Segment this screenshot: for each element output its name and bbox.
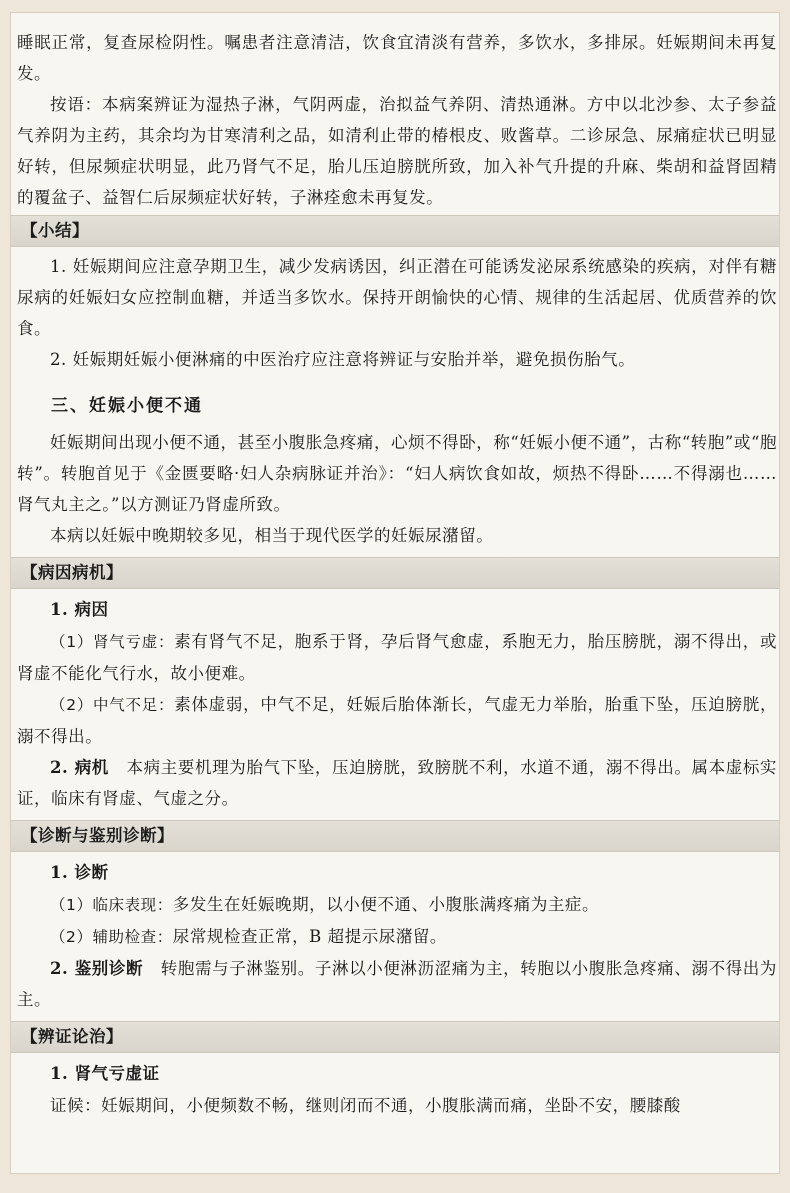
- cause-2-text: 素体虚弱，中气不足，妊娠后胎体渐长，气虚无力举胎，胎重下坠，压迫膀胱，溺不得出。: [17, 695, 778, 746]
- summary-item-2: 2. 妊娠期妊娠小便淋痛的中医治疗应注意将辨证与安胎并举，避免损伤胎气。: [50, 350, 636, 369]
- summary-item-1: 1. 妊娠期间应注意孕期卫生，减少发病诱因，纠正潜在可能诱发泌尿系统感染的疾病，对伴有糖尿病的妊娠妇女应控制血糖，并适当多饮水。保持开朗愉快的心情、规律的生活起居、优质营养的饮食。: [17, 257, 777, 338]
- cause-item-1: [17, 626, 777, 689]
- cause-title: 1. 病因: [50, 600, 109, 619]
- diagnosis-1-text: 多发生在妊娠晚期，以小便不通、小腹胀满疼痛为主症。: [172, 895, 600, 914]
- diagnosis-item-2: [17, 921, 777, 953]
- section-intro-2: 本病以妊娠中晚期较多见，相当于现代医学的妊娠尿潴留。: [50, 526, 494, 545]
- treatment-1-text: 证候：妊娠期间，小便频数不畅，继则闭而不通，小腹胀满而痛，坐卧不安，腰膝酸: [50, 1096, 681, 1115]
- treatment-heading: 【辨证论治】: [11, 1021, 780, 1053]
- cause-2-label: （2）中气不足：: [50, 696, 175, 714]
- cause-1-text: 素有肾气不足，胞系于肾，孕后肾气愈虚，系胞无力，胎压膀胱，溺不得出，或肾虚不能化气行水，故小便难。: [17, 632, 778, 683]
- diagnosis-heading: 【诊断与鉴别诊断】: [11, 820, 780, 852]
- diagnosis-1-label: （1）临床表现：: [50, 896, 173, 914]
- book-page: [10, 12, 780, 1174]
- diagnosis-2-text: 尿常规检查正常，B 超提示尿潴留。: [172, 927, 447, 946]
- differential-title: 2. 鉴别诊断: [50, 959, 144, 978]
- section-title: 三、妊娠小便不通: [51, 396, 203, 416]
- mechanism-paragraph: [17, 752, 777, 814]
- section-intro-1: 妊娠期间出现小便不通，甚至小腹胀急疼痛，心烦不得卧，称“妊娠小便不通”，古称“转胞”或“胞转”。转胞首见于《金匮要略·妇人杂病脉证并治》：“妇人病饮食如故，烦热不得卧……不得溺也……肾气丸主之。”以方测证乃肾虚所致。: [17, 433, 777, 514]
- paragraph-case-result: 睡眠正常，复查尿检阴性。嘱患者注意清洁，饮食宜清淡有营养，多饮水，多排尿。妊娠期间未再复发。: [17, 33, 777, 83]
- mechanism-title: 2. 病机: [50, 758, 109, 777]
- differential-paragraph: [17, 953, 777, 1015]
- treatment-1-title: 1. 肾气亏虚证: [50, 1064, 160, 1083]
- page-content: [17, 27, 777, 1121]
- paragraph-commentary: 按语：本病案辨证为湿热子淋，气阴两虚，治拟益气养阴、清热通淋。方中以北沙参、太子参益气养阴为主药，其余均为甘寒清利之品，如清利止带的椿根皮、败酱草。二诊尿急、尿痛症状已明显好转，但尿频症状明显，此乃肾气不足，胎儿压迫膀胱所致，加入补气升提的升麻、柴胡和益肾固精的覆盆子、益智仁后尿频症状好转，子淋痊愈未再复发。: [17, 95, 777, 207]
- diagnosis-title: 1. 诊断: [50, 863, 109, 882]
- etiology-heading: 【病因病机】: [11, 557, 780, 589]
- cause-1-label: （1）肾气亏虚：: [50, 633, 175, 651]
- diagnosis-2-label: （2）辅助检查：: [50, 928, 173, 946]
- cause-item-2: [17, 689, 777, 752]
- summary-heading: 【小结】: [11, 215, 780, 247]
- differential-text: 转胞需与子淋鉴别。子淋以小便淋沥涩痛为主，转胞以小腹胀急疼痛、溺不得出为主。: [17, 959, 777, 1009]
- mechanism-text: 本病主要机理为胎气下坠，压迫膀胱，致膀胱不利，水道不通，溺不得出。属本虚标实证，临床有肾虚、气虚之分。: [17, 758, 777, 808]
- diagnosis-item-1: [17, 889, 777, 921]
